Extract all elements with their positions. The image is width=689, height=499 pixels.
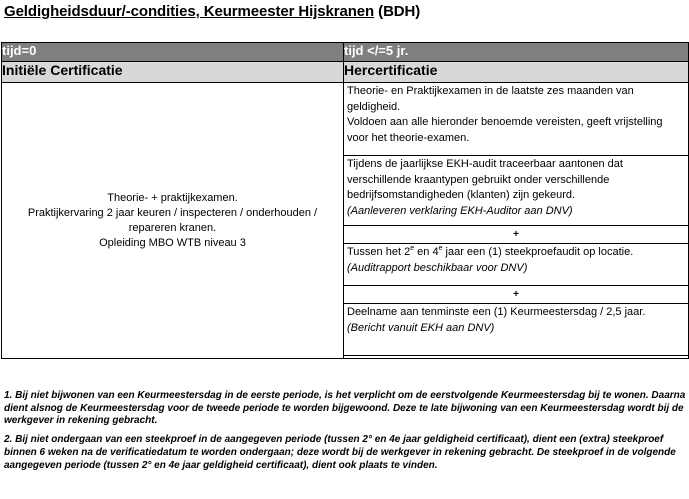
recert-exam-text: Theorie- en Praktijkexamen in de laatste zes maanden van geldigheid.: [347, 85, 634, 113]
certification-table: [1, 42, 689, 359]
recert-sample-note: (Auditrapport beschikbaar voor DNV): [347, 261, 528, 274]
initial-requirements: [2, 83, 344, 359]
title-suffix: (BDH): [374, 3, 421, 20]
footnotes: [4, 390, 686, 478]
plus-separator: +: [344, 286, 689, 304]
recert-day-text: Deelname aan tenminste een (1) Keurmeestersdag / 2,5 jaar.: [347, 306, 646, 318]
recert-exam-note: Voldoen aan alle hieronder benoemde vereisten, geeft vrijstelling voor het theorie-examen.: [347, 116, 663, 144]
initial-line: Praktijkervaring 2 jaar keuren / inspecteren / onderhouden / repareren kranen.: [27, 206, 318, 234]
recert-audit-note: (Aanleveren verklaring EKH-Auditor aan DNV): [347, 204, 573, 217]
recert-sample-text: Tussen het 2e en 4e jaar een (1) steekproefaudit op locatie.: [347, 245, 634, 258]
recert-sample-cell: [344, 244, 689, 286]
recert-exam-cell: [344, 83, 689, 156]
period-initial: tijd=0: [2, 43, 344, 62]
heading-recert: Hercertificatie: [344, 62, 689, 83]
title-main: Geldigheidsduur/-condities, Keurmeester Hijskranen: [4, 3, 375, 20]
recert-spacer-cell: [344, 356, 689, 359]
period-header-row: [2, 43, 689, 62]
recert-audit-cell: [344, 156, 689, 226]
recert-day-note: (Bericht vanuit EKH aan DNV): [347, 321, 495, 334]
recert-day-cell: [344, 304, 689, 356]
footnote-1: 1. Bij niet bijwonen van een Keurmeestersdag in de eerste periode, is het verplicht om de eerstvolgende Keurmeestersdag bij te wonen. Daarna dient alsnog de Keurmeestersdag voor de tweede periode te worden bijgewoond. Deze te late bijwoning van een Keurmeestersdag wordt bij de werkgever in rekening gebracht.: [4, 390, 686, 427]
heading-initial: Initiële Certificatie: [2, 62, 344, 83]
period-recert: tijd </=5 jr.: [344, 43, 689, 62]
recert-row-exam: [2, 83, 689, 156]
plus-separator: +: [344, 226, 689, 244]
document-title: [4, 3, 420, 20]
heading-row: [2, 62, 689, 83]
footnote-2: 2. Bij niet ondergaan van een steekproef in de aangegeven periode (tussen 2° en 4e jaar geldigheid certificaat), dient een (extra) steekproef binnen 6 weken na de verificatiedatum te worden ondergaan; deze wordt bij de werkgever in rekening gebracht. De steekproef in de volgende aangegeven periode (tussen 2° en 4e jaar geldigheid certificaat), dient ook plaats te vinden.: [4, 434, 676, 471]
initial-line: Theorie- + praktijkexamen.: [107, 191, 238, 204]
initial-line: Opleiding MBO WTB niveau 3: [99, 236, 246, 249]
recert-audit-text: Tijdens de jaarlijkse EKH-audit traceerbaar aantonen dat verschillende kraantypen gebruikt onder verschillende bedrijfsomstandigheden (klanten) zijn gekeurd.: [347, 158, 623, 202]
